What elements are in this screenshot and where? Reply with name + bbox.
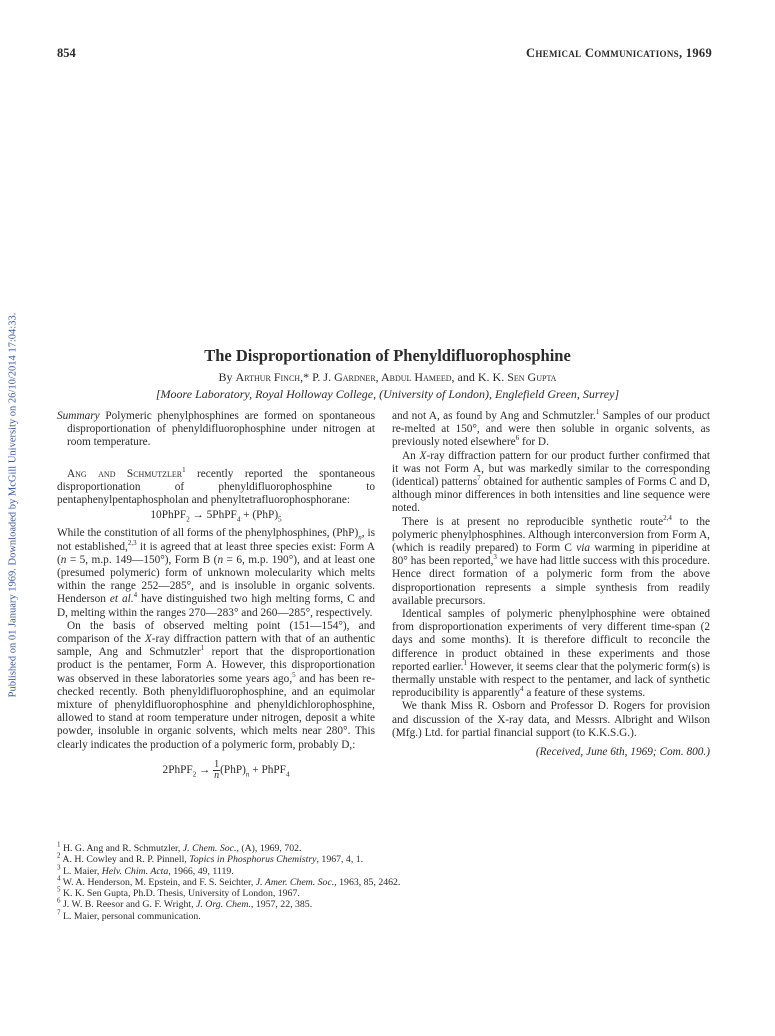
received-date: (Received, June 6th, 1969; Com. 800.)	[535, 746, 710, 759]
equation-2: 2PhPF$_2$ → $\frac{1}{n}$ $(PhP)_n$ + PhPF$_4$	[162, 758, 290, 781]
by-word: By	[218, 370, 233, 384]
reference-item: $^7$ L. Maier, personal communication.	[57, 908, 201, 922]
paragraph-melting-point: On the basis of observed melting point (151—154°), and comparison of the X-ray diffraction pattern with that of an authentic sample, Ang and Schmutzler$^1$ report that the disproportionation product is the pentamer, Form A. However, this disproportionation was observed in these laboratories some years ago,$^5$ and has been re-checked recently. Both phenyldifluorophosphine, and an equimolar mixture of phenyldifluorophosphine and phenyldichlorophosphine, allowed to stand at room temperature under nitrogen, deposit a white powder, insoluble in organic solvents, which melts near 280°. This clearly indicates the production of a polymeric form, probably D,:	[57, 619, 375, 751]
paragraph-acknowledgements: We thank Miss R. Osborn and Professor D. Rogers for provision and discussion of the X-ray data, and Messrs. Albright and Wilson (Mfg.) Ltd. for partial financial support (to K.K.S.G.).	[392, 700, 710, 739]
left-column	[57, 410, 375, 781]
author-finch: Arthur Finch,	[235, 370, 304, 384]
fraction-one-over-n: $\frac{1}{n}$	[214, 758, 220, 781]
reference-item: $^2$ A. H. Cowley and R. P. Pinnell, Topics in Phosphorus Chemistry, 1967, 4, 1.	[57, 852, 364, 866]
journal-header: Chemical Communications, 1969	[526, 46, 712, 60]
paragraph-intro: Ang and Schmutzler$^1$ recently reported the spontaneous disproportionation of phenyldifluorophosphine to pentaphenylpentaphospholan and phenyltetrafluorophosphorane:	[57, 465, 375, 507]
author-line	[0, 370, 775, 385]
paragraph-not-a: and not A, as found by Ang and Schmutzler.$^1$ Samples of our product re-melted at 150°, and were then soluble in organic solvents, as previously noted elsewhere$^6$ for D.	[392, 408, 710, 449]
summary-lead: Summary	[57, 410, 100, 422]
reference-item: $^5$ K. K. Sen Gupta, Ph.D. Thesis, University of London, 1967.	[57, 885, 300, 900]
publication-side-note	[3, 100, 23, 910]
summary-text: Polymeric phenylphosphines are formed on spontaneous disproportionation of phenyldifluorophosphine under nitrogen at room temperature.	[67, 410, 375, 449]
side-note-text: Published on 01 January 1969. Downloaded by McGill University on 26/10/2014 17:04:33.	[7, 312, 19, 698]
equation-1: 10PhPF$_2$ → 5PhPF$_4$ + $(PhP)_5$	[150, 509, 282, 524]
reference-item: $^3$ L. Maier, Helv. Chim. Acta, 1966, 49, 1119.	[57, 863, 234, 877]
and-word: and	[457, 370, 475, 384]
right-column	[392, 410, 710, 759]
corresponding-mark: *	[303, 370, 310, 384]
paragraph-xray: An X-ray diffraction pattern for our product further confirmed that it was not Form A, but was markedly similar to the corresponding (identical) patterns$^7$ obtained for authentic samples of Forms C and D, although minor differences in both intensities and line sequence were noted.	[392, 449, 710, 515]
article-title: The Disproportionation of Phenyldifluorophosphine	[204, 346, 571, 365]
paragraph-synthetic-route: There is at present no reproducible synthetic route$^{2,4}$ to the polymeric phenylphosphines. Although interconversion from Form A, (which is readily prepared) to Form C via warming in piperidine at 80° has been reported,$^3$ we have had little success with this procedure. Hence direct formation of a polymeric form from the above disproportionation represents a simple synthesis from readily available precursors.	[392, 513, 711, 607]
paragraph-constitution: While the constitution of all forms of the phenylphosphines, $(PhP)_n$, is not established,$^{2,3}$ it is agreed that at least three species exist: Form A (n = 5, m.p. 149—150°), Form B (n = 6, m.p. 190°), and at least one (presumed polymeric) form of unknown molecularity which melts within the range 252—285°, and is insoluble in organic solvents. Henderson et al.$^4$ have distinguished two high melting forms, C and D, melting within the ranges 270—283° and 260—285°, respectively.	[57, 527, 376, 619]
reference-item: $^1$ H. G. Ang and R. Schmutzler, J. Chem. Soc., (A), 1969, 702.	[57, 840, 302, 854]
paragraph-identical-samples: Identical samples of polymeric phenylphosphine were obtained from disproportionation experiments of very different time-span (2 days and some months). It is therefore difficult to reconcile the difference in product obtained in these experiments and those reported earlier.$^1$ However, it seems clear that the polymeric form(s) is thermally unstable with respect to the pentamer, and lack of synthetic reproducibility is apparently$^4$ a feature of these systems.	[392, 608, 710, 700]
author-sen-gupta: K. K. Sen Gupta	[477, 370, 557, 384]
summary-paragraph	[57, 410, 375, 450]
author-gardner-hameed: P. J. Gardner, Abdul Hameed,	[312, 370, 455, 384]
reference-item: $^4$ W. A. Henderson, M. Epstein, and F. S. Seichter, J. Amer. Chem. Soc., 1963, 85, 2462.	[57, 874, 401, 888]
page-number: 854	[57, 46, 76, 60]
references-list	[57, 840, 717, 922]
affiliation: [Moore Laboratory, Royal Holloway College, (University of London), Englefield Green, Surrey]	[155, 387, 620, 401]
reference-item: $^6$ J. W. B. Reesor and G. F. Wright, J. Org. Chem., 1957, 22, 385.	[57, 897, 313, 911]
